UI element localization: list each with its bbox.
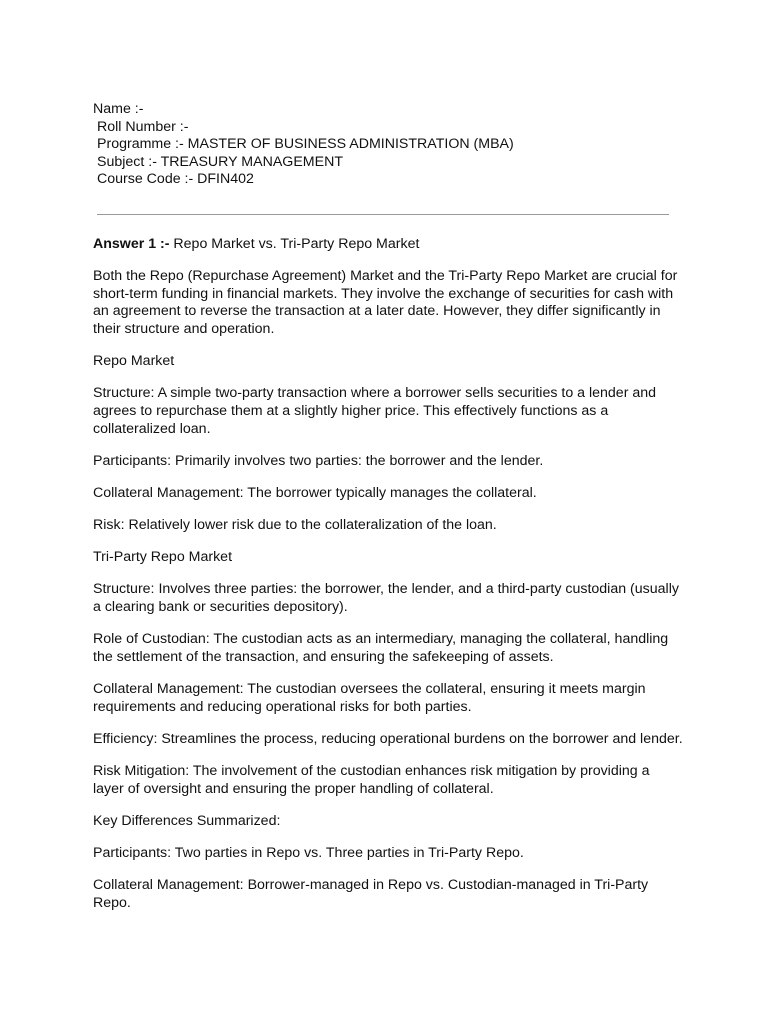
paragraph-tri-party-structure: Structure: Involves three parties: the borrower, the lender, and a third-party custodian (usually a clearing bank or securities depository). — [93, 581, 679, 616]
student-info-header — [93, 101, 693, 189]
section-heading-tri-party-repo: Tri-Party Repo Market — [93, 549, 233, 566]
answer-title: Repo Market vs. Tri-Party Repo Market — [169, 236, 420, 252]
paragraph-tri-party-collateral: Collateral Management: The custodian oversees the collateral, ensuring it meets margin requirements and reducing operational risks for both parties. — [93, 681, 646, 715]
course-code-line: Course Code :- DFIN402 — [97, 171, 254, 188]
paragraph-repo-participants: Participants: Primarily involves two parties: the borrower and the lender. — [93, 452, 544, 469]
answer-label: Answer 1 :- — [93, 236, 170, 252]
paragraph-efficiency: Efficiency: Streamlines the process, reducing operational burdens on the borrower and lender. — [93, 730, 683, 747]
paragraph-custodian-role: Role of Custodian: The custodian acts as an intermediary, managing the collateral, handling the settlement of the transaction, and ensuring the safekeeping of assets. — [93, 631, 669, 665]
roll-number-line: Roll Number :- — [97, 118, 189, 135]
paragraph-diff-collateral: Collateral Management: Borrower-managed in Repo vs. Custodian-managed in Tri-Party Repo. — [93, 877, 649, 911]
paragraph-repo-risk: Risk: Relatively lower risk due to the collateralization of the loan. — [93, 517, 497, 534]
answer-content — [93, 236, 683, 927]
subject-line: Subject :- TREASURY MANAGEMENT — [97, 153, 343, 170]
paragraph-repo-collateral: Collateral Management: The borrower typically manages the collateral. — [93, 484, 537, 501]
horizontal-divider — [97, 214, 669, 215]
paragraph-risk-mitigation: Risk Mitigation: The involvement of the custodian enhances risk mitigation by providing a layer of oversight and ensuring the proper handling of collateral. — [93, 763, 650, 797]
name-line: Name :- — [93, 101, 144, 117]
paragraph-repo-structure: Structure: A simple two-party transaction where a borrower sells securities to a lender and agrees to repurchase them at a slightly higher price. This effectively functions as a collateralized loan. — [93, 385, 657, 437]
section-heading-repo-market: Repo Market — [93, 353, 175, 370]
programme-line: Programme :- MASTER OF BUSINESS ADMINISTRATION (MBA) — [97, 136, 514, 153]
paragraph-diff-participants: Participants: Two parties in Repo vs. Three parties in Tri-Party Repo. — [93, 844, 524, 861]
section-heading-key-differences: Key Differences Summarized: — [93, 812, 281, 829]
paragraph-intro: Both the Repo (Repurchase Agreement) Market and the Tri-Party Repo Market are crucial for short-term funding in financial markets. They involve the exchange of securities for cash with an agreement to reverse the transaction at a later date. However, they differ significantly in their structure and operation. — [93, 268, 678, 337]
answer-heading — [93, 236, 683, 254]
